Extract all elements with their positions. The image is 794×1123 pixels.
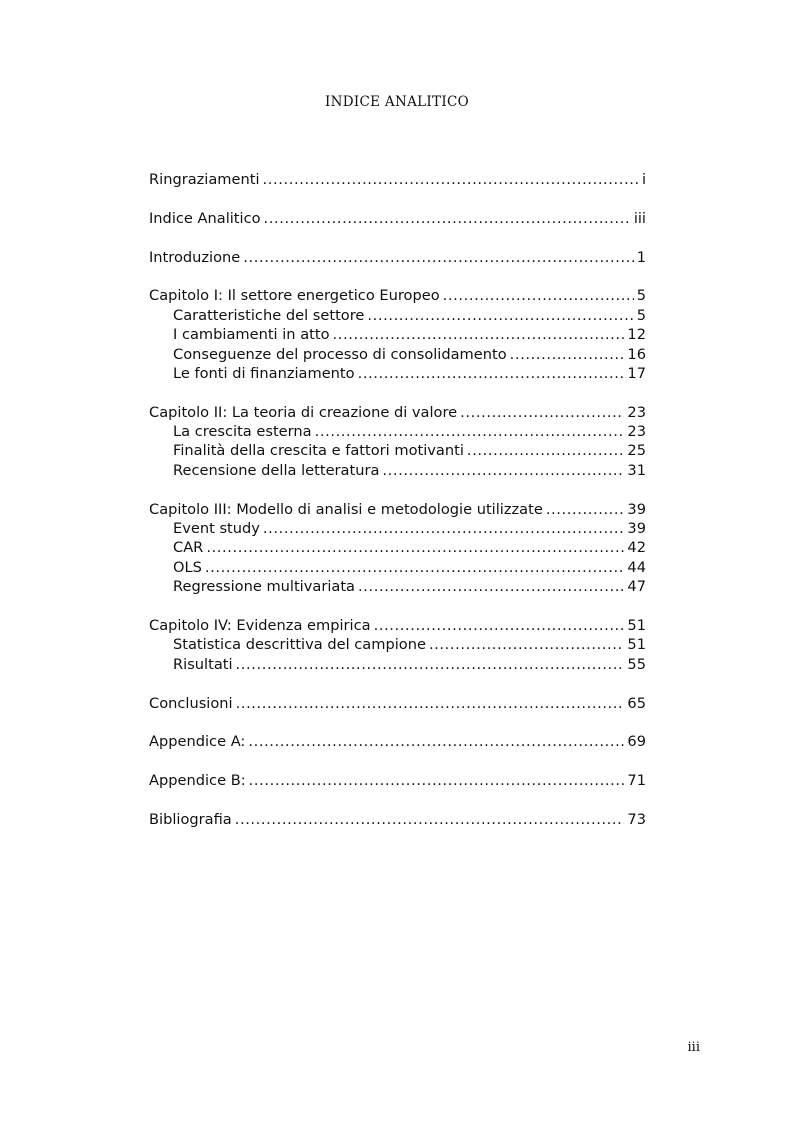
toc-dot-leader	[374, 616, 625, 635]
toc-entry-page: 39	[627, 520, 646, 538]
toc-dot-leader	[243, 248, 633, 267]
toc-dot-leader	[205, 558, 625, 577]
toc-dot-leader	[546, 500, 625, 519]
toc-entry-label: Finalità della crescita e fattori motivanti	[173, 442, 464, 460]
toc-entry-page: 71	[627, 772, 646, 790]
table-of-contents	[149, 170, 646, 849]
toc-entry-label: Ringraziamenti	[149, 171, 260, 188]
toc-entry[interactable]	[149, 810, 646, 829]
toc-entry-page: 44	[627, 558, 646, 576]
toc-entry-label: Risultati	[173, 655, 233, 673]
toc-entry-page: 23	[627, 403, 646, 421]
toc-entry-page: 1	[636, 248, 646, 266]
toc-subentry[interactable]	[149, 577, 646, 596]
toc-dot-leader	[315, 422, 625, 441]
toc-dot-leader	[358, 364, 625, 383]
toc-subentry[interactable]	[149, 306, 646, 325]
toc-dot-leader	[367, 306, 633, 325]
toc-entry[interactable]	[149, 732, 646, 751]
toc-dot-leader	[263, 519, 625, 538]
toc-entry[interactable]	[149, 248, 646, 267]
toc-entry-label: Bibliografia	[149, 810, 232, 828]
toc-dot-leader	[249, 771, 625, 790]
toc-dot-leader	[467, 441, 625, 460]
toc-dot-leader	[460, 403, 624, 422]
toc-entry-label: Conseguenze del processo di consolidamento	[173, 345, 507, 363]
toc-entry-page: 65	[627, 694, 646, 712]
toc-entry-page: 16	[627, 345, 646, 363]
toc-entry[interactable]	[149, 170, 646, 189]
toc-entry-label: Capitolo I: Il settore energetico Europeo	[149, 287, 440, 305]
toc-entry-page: 42	[627, 539, 646, 557]
toc-entry-page: 12	[627, 326, 646, 344]
toc-subentry[interactable]	[149, 655, 646, 674]
page-number: iii	[687, 1040, 700, 1055]
toc-entry-page: iii	[633, 209, 646, 227]
toc-subentry[interactable]	[149, 538, 646, 557]
toc-dot-leader	[429, 635, 624, 654]
toc-dot-leader	[443, 286, 634, 305]
toc-dot-leader	[248, 732, 624, 751]
toc-entry-page: 5	[636, 287, 646, 305]
toc-dot-leader	[263, 170, 639, 189]
toc-section	[149, 286, 646, 383]
toc-entry-page: 23	[627, 423, 646, 441]
toc-subentry[interactable]	[149, 519, 646, 538]
toc-entry[interactable]	[149, 616, 646, 635]
toc-section	[149, 771, 646, 790]
toc-entry-page: i	[641, 171, 646, 188]
toc-entry-label: Caratteristiche del settore	[173, 306, 365, 324]
toc-entry[interactable]	[149, 694, 646, 713]
toc-entry-label: Regressione multivariata	[173, 578, 355, 596]
toc-entry-label: Statistica descrittiva del campione	[173, 636, 426, 654]
toc-entry-page: 17	[627, 364, 646, 382]
toc-entry-label: Capitolo IV: Evidenza empirica	[149, 616, 371, 634]
toc-dot-leader	[510, 345, 625, 364]
toc-dot-leader	[236, 694, 625, 713]
toc-entry-label: OLS	[173, 558, 202, 576]
toc-section	[149, 810, 646, 829]
toc-entry-label: Recensione della letteratura	[173, 461, 380, 479]
toc-dot-leader	[358, 577, 624, 596]
toc-section	[149, 694, 646, 713]
toc-entry-page: 51	[627, 616, 646, 634]
toc-entry-page: 73	[627, 810, 646, 828]
toc-entry-label: Le fonti di finanziamento	[173, 364, 355, 382]
toc-entry[interactable]	[149, 209, 646, 228]
toc-entry-page: 39	[627, 500, 646, 518]
toc-entry-label: Conclusioni	[149, 694, 233, 712]
toc-entry-label: CAR	[173, 539, 204, 557]
toc-section	[149, 209, 646, 228]
toc-subentry[interactable]	[149, 422, 646, 441]
toc-subentry[interactable]	[149, 461, 646, 480]
toc-entry-page: 55	[627, 655, 646, 673]
toc-entry-label: Capitolo III: Modello di analisi e metodologie utilizzate	[149, 500, 543, 518]
toc-entry-page: 31	[627, 461, 646, 479]
toc-dot-leader	[382, 461, 624, 480]
toc-entry-page: 69	[627, 733, 646, 751]
toc-dot-leader	[235, 810, 625, 829]
toc-dot-leader	[264, 209, 631, 228]
page-title: INDICE ANALITICO	[325, 94, 469, 110]
toc-section	[149, 170, 646, 189]
toc-section	[149, 248, 646, 267]
toc-entry[interactable]	[149, 771, 646, 790]
toc-subentry[interactable]	[149, 441, 646, 460]
toc-subentry[interactable]	[149, 345, 646, 364]
toc-subentry[interactable]	[149, 325, 646, 344]
toc-entry-label: Indice Analitico	[149, 209, 261, 227]
toc-section	[149, 732, 646, 751]
toc-entry[interactable]	[149, 286, 646, 305]
toc-subentry[interactable]	[149, 635, 646, 654]
toc-dot-leader	[206, 538, 624, 557]
toc-entry-label: La crescita esterna	[173, 423, 312, 441]
toc-section	[149, 616, 646, 674]
toc-subentry[interactable]	[149, 364, 646, 383]
toc-entry[interactable]	[149, 403, 646, 422]
toc-subentry[interactable]	[149, 558, 646, 577]
toc-entry-label: Event study	[173, 520, 260, 538]
toc-entry-page: 47	[627, 578, 646, 596]
toc-section	[149, 403, 646, 481]
toc-entry-page: 5	[636, 306, 646, 324]
toc-entry-label: Appendice B:	[149, 772, 246, 790]
toc-section	[149, 500, 646, 597]
toc-dot-leader	[236, 655, 625, 674]
toc-entry-label: Appendice A:	[149, 733, 246, 751]
toc-entry-label: Introduzione	[149, 248, 241, 266]
toc-entry-label: I cambiamenti in atto	[173, 326, 330, 344]
toc-entry[interactable]	[149, 500, 646, 519]
toc-entry-label: Capitolo II: La teoria di creazione di valore	[149, 403, 458, 421]
toc-dot-leader	[333, 325, 625, 344]
toc-entry-page: 25	[627, 442, 646, 460]
toc-entry-page: 51	[627, 636, 646, 654]
